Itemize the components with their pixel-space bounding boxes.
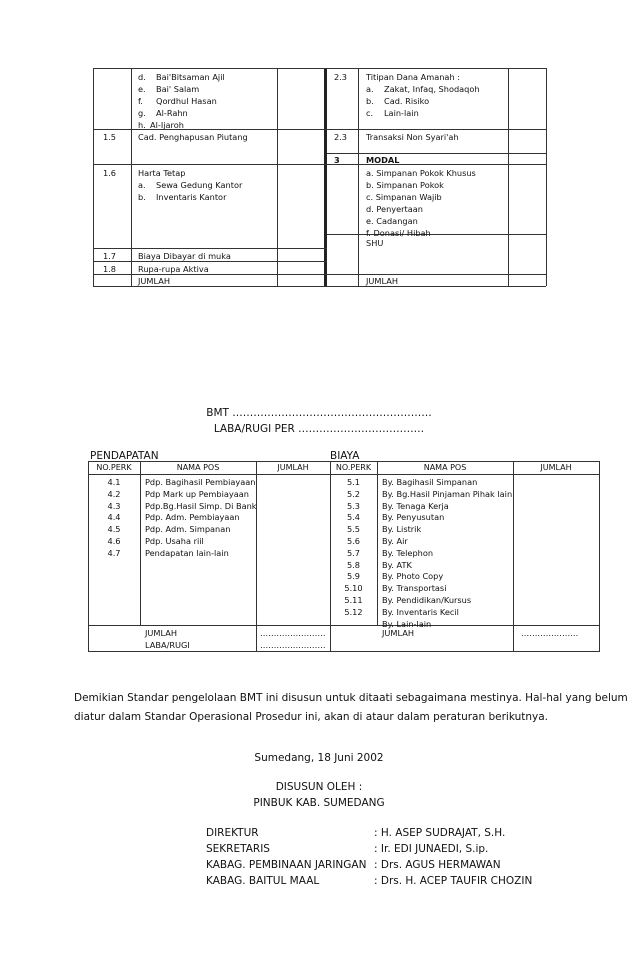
list-item: 5.3 <box>346 500 361 511</box>
list-item: By. Air <box>382 535 408 546</box>
jumlah-left: JUMLAH <box>138 276 170 286</box>
modal-item: c. Simpanan Wajib <box>366 192 442 202</box>
lr-title-1: BMT ………………………………………………… <box>206 407 432 419</box>
list-item: 5.2 <box>346 488 361 499</box>
item-letter: d. <box>138 72 146 82</box>
list-item: Pdp Mark up Pembiayaan <box>145 488 249 499</box>
item-text: Cad. Risiko <box>384 96 430 106</box>
signer-name: : Ir. EDI JUNAEDI, S.ip. <box>374 843 489 855</box>
item-text: Bai'Bitsaman Ajil <box>156 72 225 82</box>
list-item: Pendapatan lain-lain <box>145 547 229 558</box>
signer-name: : Drs. AGUS HERMAWAN <box>374 859 501 871</box>
shu-label: SHU <box>366 238 384 248</box>
signer-name: : H. ASEP SUDRAJAT, S.H. <box>374 827 506 839</box>
list-item: 5.10 <box>344 583 363 594</box>
item-letter: f. <box>138 96 143 106</box>
biaya-no-list <box>330 477 377 630</box>
list-item: 4.6 <box>107 535 121 546</box>
row-label: MODAL <box>366 155 400 165</box>
row-label: Cad. Penghapusan Piutang <box>138 132 248 142</box>
labarugi-value: …………………… <box>260 640 326 650</box>
header-namapos: NAMA POS <box>176 463 220 472</box>
closing-paragraph-line-1: Demikian Standar pengelolaan BMT ini disusun untuk ditaati sebagaimana mestinya. Hal-hal yang belum <box>74 692 628 704</box>
list-item: 4.1 <box>107 477 121 487</box>
list-item: By. Lain-lain <box>382 618 432 629</box>
list-item: By. Pendidikan/Kursus <box>382 594 472 605</box>
left-cont-list <box>138 71 225 131</box>
organization: PINBUK KAB. SUMEDANG <box>253 797 385 809</box>
item-letter: b. <box>138 192 146 202</box>
item-text: Lain-lain <box>384 108 419 118</box>
signer-role: KABAG. BAITUL MAAL <box>206 875 320 887</box>
modal-item: e. Cadangan <box>366 216 418 226</box>
modal-item: a. Simpanan Pokok Khusus <box>366 168 476 178</box>
item-text: Al-Rahn <box>156 108 188 118</box>
list-item: 5.9 <box>346 571 361 582</box>
jumlah-pendapatan-value: …………………… <box>260 628 326 638</box>
header-namapos: NAMA POS <box>423 463 467 472</box>
header-noperk: NO.PERK <box>96 463 132 472</box>
list-item: By. Bg.Hasil Pinjaman Pihak lain <box>382 488 513 499</box>
list-item: 4.3 <box>107 500 121 511</box>
list-item: 5.6 <box>346 535 361 546</box>
lr-title-2: LABA/RUGI PER ……………………………… <box>213 423 425 435</box>
item-text: Zakat, Infaq, Shodaqoh <box>384 84 480 94</box>
row-label: Rupa-rupa Aktiva <box>138 264 209 274</box>
labarugi-label: LABA/RUGI <box>145 640 190 650</box>
list-item: By. Photo Copy <box>382 571 444 582</box>
list-item: Pdp. Adm. Pembiayaan <box>145 512 240 523</box>
item-letter: c. <box>366 108 374 118</box>
biaya-title: BIAYA <box>330 450 360 462</box>
row-no: 3 <box>334 155 340 165</box>
place-date: Sumedang, 18 Juni 2002 <box>254 752 384 764</box>
header-jumlah: JUMLAH <box>540 463 572 472</box>
list-item: Pdp. Usaha riil <box>145 535 204 546</box>
list-item: By. Bagihasil Simpanan <box>382 477 478 487</box>
jumlah-right: JUMLAH <box>366 276 398 286</box>
disusun-oleh: DISUSUN OLEH : <box>275 781 363 793</box>
modal-item: d. Penyertaan <box>366 204 423 214</box>
list-item: Pdp. Bagihasil Pembiayaan <box>145 477 256 487</box>
item-text: Qordhul Hasan <box>156 96 217 106</box>
signer-name: : Drs. H. ACEP TAUFIR CHOZIN <box>374 875 533 887</box>
item-letter: b. <box>366 96 374 106</box>
row-no: 2.3 <box>334 72 348 82</box>
item-text: Bai' Salam <box>156 84 200 94</box>
list-item: By. Penyusutan <box>382 512 445 523</box>
row-no: 1.7 <box>103 251 117 261</box>
pendapatan-name-list <box>145 477 257 560</box>
row-no: 2.3 <box>334 132 348 142</box>
row-label: Harta Tetap <box>138 168 186 178</box>
header-jumlah: JUMLAH <box>277 463 309 472</box>
list-item: Pdp. Adm. Simpanan <box>145 524 231 535</box>
list-item: 4.5 <box>107 524 121 535</box>
pendapatan-no-list <box>88 477 140 560</box>
item-letter: g. <box>138 108 146 118</box>
list-item: By. Telephon <box>382 547 434 558</box>
signer-role: DIREKTUR <box>206 827 259 839</box>
pendapatan-title: PENDAPATAN <box>90 450 159 462</box>
list-item: By. Listrik <box>382 524 422 535</box>
list-item <box>330 619 377 631</box>
list-item: By. ATK <box>382 559 412 570</box>
jumlah-biaya-value: ………………… <box>521 628 579 638</box>
row-no: 1.6 <box>103 168 117 178</box>
row-label: Transaksi Non Syari'ah <box>366 132 459 142</box>
list-item: By. Inventaris Kecil <box>382 606 459 617</box>
list-item: 4.7 <box>107 547 121 558</box>
list-item: Pdp.Bg.Hasil Simp. Di Bank <box>145 500 257 511</box>
list-item: By. Tenaga Kerja <box>382 500 449 511</box>
modal-item: b. Simpanan Pokok <box>366 180 444 190</box>
list-item: 5.8 <box>346 559 361 570</box>
list-item: 5.5 <box>346 524 361 535</box>
row-no: 1.5 <box>103 132 117 142</box>
jumlah-pendapatan-label: JUMLAH <box>145 628 177 638</box>
item-text: Al-Ijaroh <box>150 120 184 130</box>
list-item: 5.4 <box>346 512 361 523</box>
list-item: 4.4 <box>107 512 121 523</box>
list-item: 5.11 <box>344 594 363 605</box>
signer-role: KABAG. PEMBINAAN JARINGAN <box>206 859 367 871</box>
item-letter: e. <box>138 84 146 94</box>
list-item: 5.12 <box>344 606 363 617</box>
list-item: 5.7 <box>346 547 361 558</box>
jumlah-biaya-label: JUMLAH <box>382 628 414 638</box>
modal-item: f. Donasi/ Hibah <box>366 228 431 238</box>
row-label: Titipan Dana Amanah : <box>366 72 460 82</box>
item-letter: h. <box>138 120 146 130</box>
item-letter: a. <box>138 180 146 190</box>
row-label: Biaya Dibayar di muka <box>138 251 231 261</box>
list-item: 4.2 <box>107 488 121 499</box>
item-letter: a. <box>366 84 374 94</box>
biaya-name-list <box>382 477 512 630</box>
list-item: By. Transportasi <box>382 583 447 594</box>
item-text: Sewa Gedung Kantor <box>156 180 243 190</box>
header-noperk: NO.PERK <box>335 463 372 472</box>
row-no: 1.8 <box>103 264 117 274</box>
modal-items <box>366 167 476 239</box>
item-text: Inventaris Kantor <box>156 192 227 202</box>
list-item: 5.1 <box>346 477 361 487</box>
signer-role: SEKRETARIS <box>206 843 270 855</box>
closing-paragraph-line-2: diatur dalam Standar Operasional Prosedur ini, akan di ataur dalam peraturan berikutnya. <box>74 711 549 723</box>
